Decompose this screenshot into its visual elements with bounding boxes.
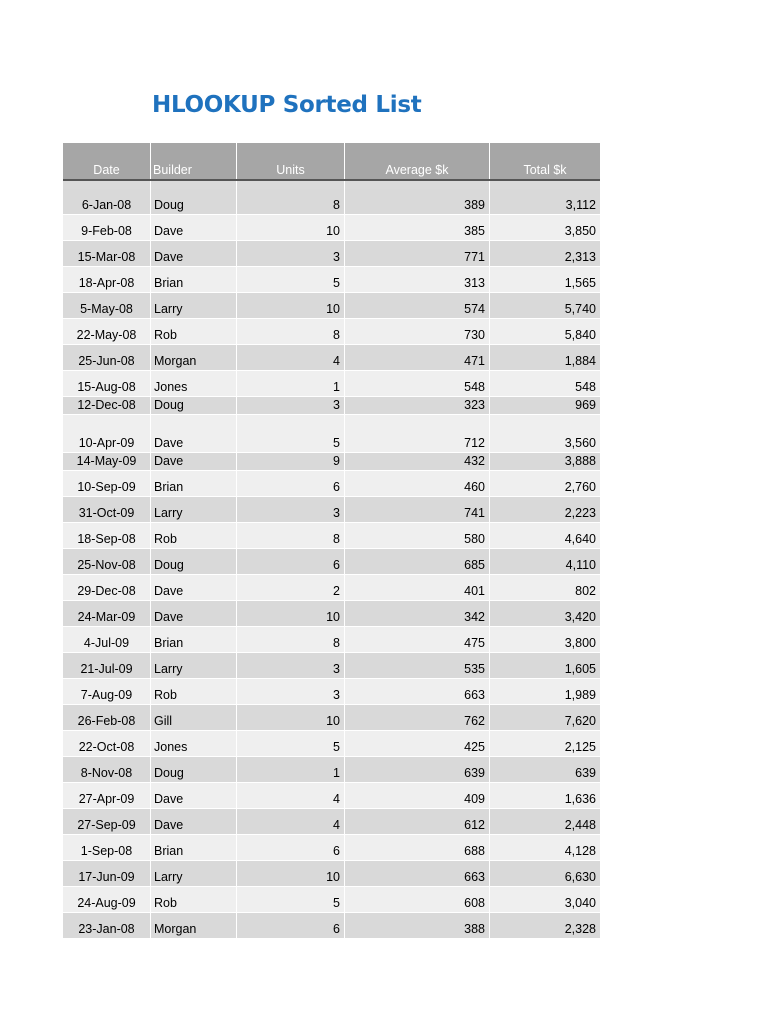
- cell-average[interactable]: 471: [345, 345, 490, 371]
- cell-units[interactable]: 8: [237, 523, 345, 549]
- cell-units[interactable]: 2: [237, 575, 345, 601]
- header-average[interactable]: Average $k: [345, 143, 490, 179]
- cell-total[interactable]: 1,636: [490, 783, 600, 809]
- table-row: [63, 215, 600, 241]
- cell-units[interactable]: 3: [237, 653, 345, 679]
- cell-units[interactable]: 10: [237, 861, 345, 887]
- cell-units[interactable]: 6: [237, 913, 345, 939]
- cell-builder[interactable]: Dave: [151, 215, 237, 241]
- cell-units[interactable]: 10: [237, 293, 345, 319]
- cell-average[interactable]: 342: [345, 601, 490, 627]
- cell-total[interactable]: 969: [490, 397, 600, 415]
- cell-average[interactable]: 574: [345, 293, 490, 319]
- cell-total[interactable]: 5,840: [490, 319, 600, 345]
- cell-builder[interactable]: Rob: [151, 679, 237, 705]
- table-row: [63, 627, 600, 653]
- cell-average[interactable]: 712: [345, 415, 490, 453]
- cell-average[interactable]: 771: [345, 241, 490, 267]
- header-builder[interactable]: Builder: [151, 143, 237, 179]
- cell-units[interactable]: 8: [237, 627, 345, 653]
- cell-total[interactable]: 2,125: [490, 731, 600, 757]
- cell-date[interactable]: 10-Apr-09: [63, 415, 151, 453]
- cell-average[interactable]: 639: [345, 757, 490, 783]
- cell-total[interactable]: 5,740: [490, 293, 600, 319]
- table-row: [63, 783, 600, 809]
- cell-average[interactable]: 688: [345, 835, 490, 861]
- cell-units[interactable]: 3: [237, 679, 345, 705]
- cell-units[interactable]: 5: [237, 267, 345, 293]
- table-row: [63, 397, 600, 415]
- table-row: [63, 549, 600, 575]
- cell-units[interactable]: 5: [237, 415, 345, 453]
- table-row: [63, 835, 600, 861]
- table-row: [63, 887, 600, 913]
- cell-builder[interactable]: Dave: [151, 809, 237, 835]
- cell-total[interactable]: 2,328: [490, 913, 600, 939]
- cell-total[interactable]: 3,800: [490, 627, 600, 653]
- cell-units[interactable]: 6: [237, 835, 345, 861]
- table-row: [63, 575, 600, 601]
- cell-total[interactable]: 3,888: [490, 453, 600, 471]
- cell-average[interactable]: 425: [345, 731, 490, 757]
- cell-date[interactable]: 25-Nov-08: [63, 549, 151, 575]
- cell-average[interactable]: 685: [345, 549, 490, 575]
- cell-date[interactable]: 1-Sep-08: [63, 835, 151, 861]
- cell-total[interactable]: 548: [490, 371, 600, 397]
- cell-total[interactable]: 4,110: [490, 549, 600, 575]
- cell-total[interactable]: 4,640: [490, 523, 600, 549]
- cell-average[interactable]: 409: [345, 783, 490, 809]
- table-body: [63, 189, 600, 939]
- cell-average[interactable]: 730: [345, 319, 490, 345]
- cell-total[interactable]: 3,420: [490, 601, 600, 627]
- cell-average[interactable]: 741: [345, 497, 490, 523]
- table-spacer: [63, 181, 600, 189]
- cell-average[interactable]: 612: [345, 809, 490, 835]
- cell-average[interactable]: 608: [345, 887, 490, 913]
- cell-average[interactable]: 663: [345, 861, 490, 887]
- cell-total[interactable]: 2,313: [490, 241, 600, 267]
- cell-date[interactable]: 24-Aug-09: [63, 887, 151, 913]
- cell-total[interactable]: 1,989: [490, 679, 600, 705]
- cell-builder[interactable]: Morgan: [151, 345, 237, 371]
- cell-date[interactable]: 24-Mar-09: [63, 601, 151, 627]
- cell-date[interactable]: 27-Apr-09: [63, 783, 151, 809]
- cell-average[interactable]: 388: [345, 913, 490, 939]
- cell-date[interactable]: 9-Feb-08: [63, 215, 151, 241]
- table-row: [63, 679, 600, 705]
- cell-units[interactable]: 5: [237, 887, 345, 913]
- table-row: [63, 705, 600, 731]
- cell-date[interactable]: 18-Sep-08: [63, 523, 151, 549]
- table-row: [63, 809, 600, 835]
- cell-units[interactable]: 9: [237, 453, 345, 471]
- cell-date[interactable]: 22-Oct-08: [63, 731, 151, 757]
- cell-average[interactable]: 385: [345, 215, 490, 241]
- table-row: [63, 319, 600, 345]
- cell-average[interactable]: 460: [345, 471, 490, 497]
- cell-builder[interactable]: Gill: [151, 705, 237, 731]
- cell-builder[interactable]: Dave: [151, 601, 237, 627]
- table-row: [63, 453, 600, 471]
- table-row: [63, 345, 600, 371]
- cell-builder[interactable]: Dave: [151, 415, 237, 453]
- cell-total[interactable]: 639: [490, 757, 600, 783]
- page-title: HLOOKUP Sorted List: [152, 92, 422, 118]
- cell-builder[interactable]: Morgan: [151, 913, 237, 939]
- cell-date[interactable]: 29-Dec-08: [63, 575, 151, 601]
- cell-average[interactable]: 323: [345, 397, 490, 415]
- cell-total[interactable]: 1,565: [490, 267, 600, 293]
- cell-date[interactable]: 4-Jul-09: [63, 627, 151, 653]
- cell-units[interactable]: 10: [237, 215, 345, 241]
- cell-builder[interactable]: Rob: [151, 887, 237, 913]
- table-row: [63, 293, 600, 319]
- cell-builder[interactable]: Dave: [151, 783, 237, 809]
- cell-units[interactable]: 8: [237, 319, 345, 345]
- cell-units[interactable]: 4: [237, 809, 345, 835]
- cell-builder[interactable]: Doug: [151, 549, 237, 575]
- cell-total[interactable]: 3,112: [490, 189, 600, 215]
- cell-total[interactable]: 7,620: [490, 705, 600, 731]
- table-row: [63, 471, 600, 497]
- cell-builder[interactable]: Brian: [151, 471, 237, 497]
- table-row: [63, 241, 600, 267]
- table-row: [63, 189, 600, 215]
- cell-builder[interactable]: Brian: [151, 627, 237, 653]
- cell-builder[interactable]: Rob: [151, 523, 237, 549]
- cell-average[interactable]: 663: [345, 679, 490, 705]
- cell-total[interactable]: 1,884: [490, 345, 600, 371]
- header-units[interactable]: Units: [237, 143, 345, 179]
- table-row: [63, 757, 600, 783]
- cell-total[interactable]: 3,040: [490, 887, 600, 913]
- cell-units[interactable]: 10: [237, 601, 345, 627]
- header-date[interactable]: Date: [63, 143, 151, 179]
- table-row: [63, 371, 600, 397]
- cell-builder[interactable]: Dave: [151, 241, 237, 267]
- cell-total[interactable]: 1,605: [490, 653, 600, 679]
- cell-date[interactable]: 31-Oct-09: [63, 497, 151, 523]
- cell-average[interactable]: 389: [345, 189, 490, 215]
- cell-date[interactable]: 25-Jun-08: [63, 345, 151, 371]
- cell-date[interactable]: 10-Sep-09: [63, 471, 151, 497]
- cell-average[interactable]: 313: [345, 267, 490, 293]
- cell-average[interactable]: 548: [345, 371, 490, 397]
- cell-builder[interactable]: Larry: [151, 497, 237, 523]
- table-row: [63, 267, 600, 293]
- cell-total[interactable]: 2,760: [490, 471, 600, 497]
- cell-total[interactable]: 6,630: [490, 861, 600, 887]
- cell-date[interactable]: 21-Jul-09: [63, 653, 151, 679]
- data-table: [63, 143, 600, 939]
- cell-date[interactable]: 12-Dec-08: [63, 397, 151, 415]
- cell-builder[interactable]: Doug: [151, 757, 237, 783]
- cell-builder[interactable]: Larry: [151, 653, 237, 679]
- cell-units[interactable]: 6: [237, 549, 345, 575]
- cell-builder[interactable]: Larry: [151, 293, 237, 319]
- cell-date[interactable]: 15-Mar-08: [63, 241, 151, 267]
- cell-units[interactable]: 10: [237, 705, 345, 731]
- cell-average[interactable]: 762: [345, 705, 490, 731]
- cell-average[interactable]: 432: [345, 453, 490, 471]
- cell-builder[interactable]: Jones: [151, 731, 237, 757]
- table-row: [63, 523, 600, 549]
- cell-builder[interactable]: Brian: [151, 835, 237, 861]
- table-row: [63, 913, 600, 939]
- cell-date[interactable]: 22-May-08: [63, 319, 151, 345]
- cell-units[interactable]: 4: [237, 783, 345, 809]
- cell-date[interactable]: 18-Apr-08: [63, 267, 151, 293]
- cell-date[interactable]: 8-Nov-08: [63, 757, 151, 783]
- header-total[interactable]: Total $k: [523, 163, 567, 177]
- cell-date[interactable]: 23-Jan-08: [63, 913, 151, 939]
- cell-builder[interactable]: Dave: [151, 575, 237, 601]
- cell-date[interactable]: 6-Jan-08: [63, 189, 151, 215]
- cell-units[interactable]: 5: [237, 731, 345, 757]
- cell-date[interactable]: 7-Aug-09: [63, 679, 151, 705]
- cell-units[interactable]: 1: [237, 371, 345, 397]
- table-row: [63, 653, 600, 679]
- cell-total[interactable]: 4,128: [490, 835, 600, 861]
- table-row: [63, 497, 600, 523]
- cell-date[interactable]: 15-Aug-08: [63, 371, 151, 397]
- cell-units[interactable]: 6: [237, 471, 345, 497]
- cell-builder[interactable]: Doug: [151, 397, 237, 415]
- cell-builder[interactable]: Larry: [151, 861, 237, 887]
- cell-total[interactable]: 3,560: [490, 415, 600, 453]
- cell-builder[interactable]: Doug: [151, 189, 237, 215]
- cell-units[interactable]: 4: [237, 345, 345, 371]
- cell-date[interactable]: 27-Sep-09: [63, 809, 151, 835]
- cell-total[interactable]: 802: [490, 575, 600, 601]
- cell-units[interactable]: 3: [237, 241, 345, 267]
- cell-average[interactable]: 580: [345, 523, 490, 549]
- cell-date[interactable]: 5-May-08: [63, 293, 151, 319]
- cell-builder[interactable]: Rob: [151, 319, 237, 345]
- table-row: [63, 415, 600, 453]
- table-row: [63, 861, 600, 887]
- cell-average[interactable]: 535: [345, 653, 490, 679]
- cell-builder[interactable]: Jones: [151, 371, 237, 397]
- cell-total[interactable]: 2,448: [490, 809, 600, 835]
- cell-average[interactable]: 475: [345, 627, 490, 653]
- cell-builder[interactable]: Brian: [151, 267, 237, 293]
- cell-date[interactable]: 26-Feb-08: [63, 705, 151, 731]
- table-header-row: [63, 143, 600, 181]
- cell-date[interactable]: 17-Jun-09: [63, 861, 151, 887]
- table-row: [63, 731, 600, 757]
- table-row: [63, 601, 600, 627]
- cell-builder[interactable]: Dave: [151, 453, 237, 471]
- cell-units[interactable]: 1: [237, 757, 345, 783]
- cell-date[interactable]: 14-May-09: [63, 453, 151, 471]
- cell-units[interactable]: 3: [237, 397, 345, 415]
- cell-total[interactable]: 2,223: [490, 497, 600, 523]
- cell-total[interactable]: 3,850: [490, 215, 600, 241]
- cell-units[interactable]: 3: [237, 497, 345, 523]
- cell-units[interactable]: 8: [237, 189, 345, 215]
- cell-average[interactable]: 401: [345, 575, 490, 601]
